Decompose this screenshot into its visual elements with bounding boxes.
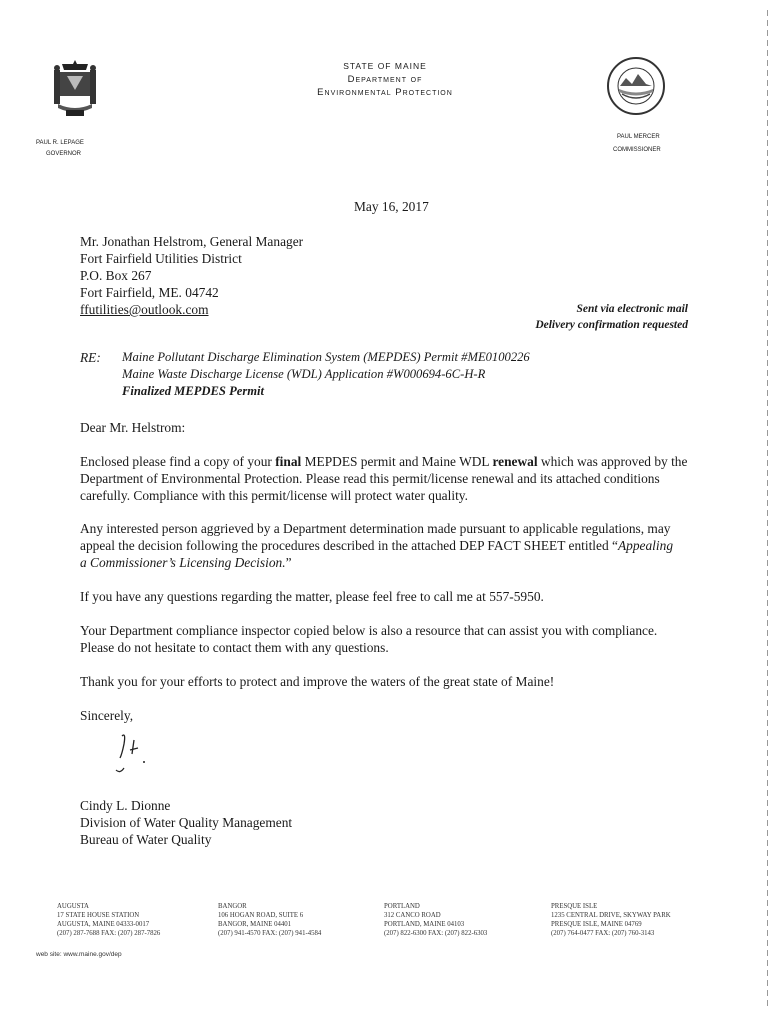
re-block bbox=[122, 349, 702, 400]
salutation: Dear Mr. Helstrom: bbox=[80, 420, 186, 435]
signer-bureau: Bureau of Water Quality bbox=[80, 832, 212, 847]
office-bangor bbox=[218, 902, 383, 938]
paragraph-5: Thank you for your efforts to protect and improve the waters of the great state of Maine! bbox=[80, 674, 555, 689]
commissioner-title: COMMISSIONER bbox=[613, 147, 661, 153]
p1-part-a: Enclosed please find a copy of your bbox=[80, 454, 276, 469]
office-address-2: BANGOR, MAINE 04401 bbox=[218, 921, 292, 928]
letter-date: May 16, 2017 bbox=[354, 199, 429, 214]
office-address-1: 17 STATE HOUSE STATION bbox=[57, 912, 140, 919]
state-seal-icon bbox=[52, 60, 98, 120]
office-phone: (207) 822-6300 FAX: (207) 822-6303 bbox=[384, 930, 488, 937]
recipient-line-3: P.O. Box 267 bbox=[80, 268, 152, 283]
office-address-1: 1235 CENTRAL DRIVE, SKYWAY PARK bbox=[551, 912, 671, 919]
re-label: RE: bbox=[80, 350, 101, 365]
office-address-1: 312 CANCO ROAD bbox=[384, 912, 441, 919]
agency-line-2: Department of bbox=[347, 74, 423, 85]
signer-division: Division of Water Quality Management bbox=[80, 815, 293, 830]
office-portland bbox=[384, 902, 549, 938]
office-phone: (207) 287-7688 FAX: (207) 287-7826 bbox=[57, 930, 161, 937]
p1-renewal: renewal bbox=[492, 454, 538, 469]
recipient-line-4: Fort Fairfield, ME. 04742 bbox=[80, 285, 219, 300]
re-line-1: Maine Pollutant Discharge Elimination System (MEPDES) Permit #ME0100226 bbox=[122, 350, 530, 364]
recipient-block bbox=[80, 233, 440, 318]
delivery-notice bbox=[470, 301, 688, 333]
p2-part-a: Any interested person aggrieved by a Department determination made pursuant to applicable regulations, may appeal the decision following the procedures described in the attached DEP FACT SHEET entitled “ bbox=[80, 521, 671, 553]
p1-part-c: MEPDES permit and Maine WDL bbox=[301, 454, 493, 469]
scan-edge bbox=[767, 10, 768, 1010]
agency-line-3: Environmental Protection bbox=[317, 87, 453, 98]
paragraph-4: Your Department compliance inspector copied below is also a resource that can assist you with compliance. Please do not hesitate to contact them with any questions. bbox=[80, 623, 658, 655]
recipient-line-2: Fort Fairfield Utilities District bbox=[80, 251, 242, 266]
commissioner-name: PAUL MERCER bbox=[617, 134, 660, 140]
office-augusta bbox=[57, 902, 217, 938]
office-phone: (207) 941-4570 FAX: (207) 941-4584 bbox=[218, 930, 322, 937]
agency-line-1: STATE OF MAINE bbox=[343, 61, 427, 71]
recipient-email-link[interactable]: ffutilities@outlook.com bbox=[80, 302, 209, 317]
delivery-line-2: Delivery confirmation requested bbox=[535, 319, 688, 331]
office-city: AUGUSTA bbox=[57, 903, 89, 910]
office-presque-isle bbox=[551, 902, 736, 938]
office-phone: (207) 764-0477 FAX: (207) 760-3143 bbox=[551, 930, 655, 937]
re-line-3: Finalized MEPDES Permit bbox=[122, 384, 265, 398]
p1-final: final bbox=[275, 454, 302, 469]
signer-name: Cindy L. Dionne bbox=[80, 798, 171, 813]
signer-block bbox=[80, 797, 440, 848]
office-city: PRESQUE ISLE bbox=[551, 903, 598, 910]
paragraph-2 bbox=[80, 520, 680, 571]
office-city: PORTLAND bbox=[384, 903, 420, 910]
recipient-line-1: Mr. Jonathan Helstrom, General Manager bbox=[80, 234, 304, 249]
signature-image bbox=[108, 728, 158, 778]
delivery-line-1: Sent via electronic mail bbox=[576, 303, 688, 315]
closing: Sincerely, bbox=[80, 708, 134, 723]
dep-seal-icon bbox=[606, 56, 666, 116]
office-address-2: PORTLAND, MAINE 04103 bbox=[384, 921, 465, 928]
governor-title: GOVERNOR bbox=[46, 151, 82, 157]
governor-name: PAUL R. LEPAGE bbox=[36, 140, 84, 146]
office-address-2: AUGUSTA, MAINE 04333-0017 bbox=[57, 921, 150, 928]
website-link[interactable]: web site: www.maine.gov/dep bbox=[36, 951, 122, 958]
office-address-1: 106 HOGAN ROAD, SUITE 6 bbox=[218, 912, 304, 919]
paragraph-1 bbox=[80, 453, 690, 504]
office-address-2: PRESQUE ISLE, MAINE 04769 bbox=[551, 921, 642, 928]
p2-title: Appealing a Commissioner’s Licensing Decision. bbox=[80, 538, 674, 570]
agency-header bbox=[280, 60, 490, 99]
paragraph-3: If you have any questions regarding the matter, please feel free to call me at 557-5950. bbox=[80, 589, 544, 604]
re-line-2: Maine Waste Discharge License (WDL) Application #W000694-6C-H-R bbox=[122, 367, 486, 381]
office-city: BANGOR bbox=[218, 903, 247, 910]
p2-part-c: ” bbox=[285, 555, 292, 570]
p1-part-e: which was approved by the Department of Environmental Protection. Please read this permit/license renewal and its attached conditions carefully. Compliance with this permit/license will protect water quality. bbox=[80, 454, 688, 503]
